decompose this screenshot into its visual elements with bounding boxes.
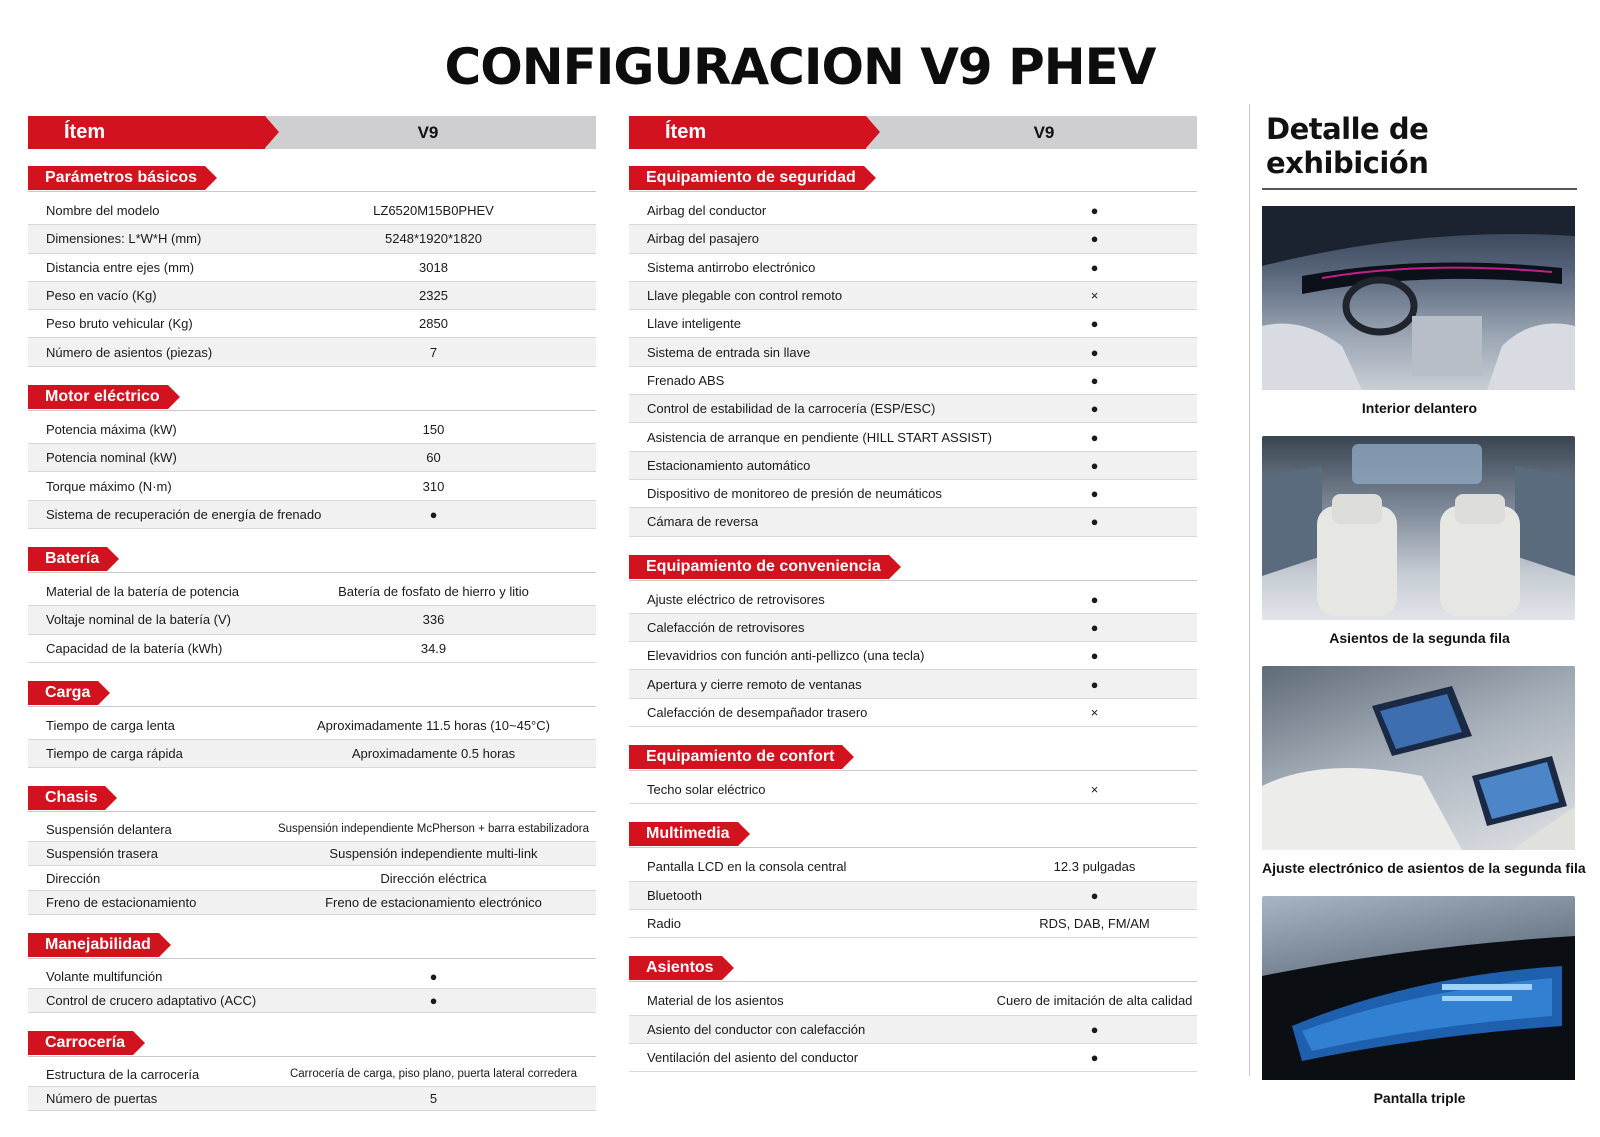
row-value: ● <box>1090 316 1099 332</box>
table-row <box>629 367 1197 395</box>
row-value: 60 <box>426 450 441 466</box>
table-row <box>28 416 596 444</box>
row-value: Dirección eléctrica <box>380 870 487 886</box>
table-row <box>629 508 1197 536</box>
table-row <box>28 310 596 338</box>
row-value: ● <box>1090 401 1099 417</box>
table-row <box>28 964 596 989</box>
table-row <box>629 642 1197 670</box>
row-label: Número de puertas <box>46 1091 158 1107</box>
row-label: Freno de estacionamiento <box>46 895 197 911</box>
row-label: Calefacción de retrovisores <box>647 620 805 635</box>
row-label: Número de asientos (piezas) <box>46 344 213 360</box>
row-value: Carrocería de carga, piso plano, puerta lateral corredera <box>289 1068 578 1081</box>
table-row <box>28 1087 596 1112</box>
table-row <box>629 1044 1197 1072</box>
table-row <box>28 866 596 891</box>
row-label: Peso en vacío (Kg) <box>46 288 157 304</box>
row-label: Voltaje nominal de la batería (V) <box>46 612 231 628</box>
section-title: Equipamiento de conveniencia <box>629 555 889 579</box>
table-row <box>28 989 596 1014</box>
row-label: Torque máximo (N·m) <box>46 478 172 494</box>
header-item-label: Ítem <box>665 121 707 143</box>
table-row <box>629 197 1197 225</box>
row-value: ● <box>1090 372 1099 388</box>
row-label: Sistema de recuperación de energía de frenado <box>46 506 322 522</box>
row-value: ● <box>1090 203 1099 219</box>
row-label: Material de los asientos <box>647 993 784 1009</box>
row-value: Aproximadamente 0.5 horas <box>351 746 516 762</box>
row-label: Airbag del conductor <box>647 203 767 219</box>
row-value: 5 <box>429 1091 438 1107</box>
section-title: Carrocería <box>28 1031 133 1055</box>
table-row <box>629 586 1197 614</box>
row-value: × <box>1090 288 1099 304</box>
section-title: Chasis <box>28 786 105 810</box>
table-row <box>629 853 1197 881</box>
table-row <box>28 635 596 663</box>
row-label: Dimensiones: L*W*H (mm) <box>46 231 202 247</box>
column-divider <box>1249 104 1250 1076</box>
header-item-label: Ítem <box>64 121 106 143</box>
row-label: Control de estabilidad de la carrocería (ESP/ESC) <box>647 401 936 417</box>
row-value: 3018 <box>419 259 448 275</box>
table-row <box>28 606 596 634</box>
table-row <box>28 338 596 366</box>
header-model-label: V9 <box>1033 123 1055 142</box>
table-row <box>629 1016 1197 1044</box>
row-value: × <box>1090 782 1099 798</box>
row-label: Potencia máxima (kW) <box>46 421 177 437</box>
row-value: 12.3 pulgadas <box>1053 859 1136 875</box>
row-value: × <box>1090 704 1099 720</box>
row-label: Asiento del conductor con calefacción <box>647 1021 866 1037</box>
header-model-label: V9 <box>417 123 439 142</box>
exhibition-gallery <box>1262 112 1586 1126</box>
table-row <box>28 817 596 842</box>
row-label: Tiempo de carga rápida <box>46 746 183 762</box>
table-row <box>629 225 1197 253</box>
row-value: ● <box>1090 1049 1099 1065</box>
table-row <box>28 501 596 529</box>
page-title: CONFIGURACION V9 PHEV <box>444 38 1156 96</box>
spec-column-left <box>28 116 596 1129</box>
table-row <box>28 282 596 310</box>
photo-caption: Pantalla triple <box>1373 1090 1466 1106</box>
row-label: Peso bruto vehicular (Kg) <box>46 316 193 332</box>
row-label: Material de la batería de potencia <box>46 584 239 600</box>
row-value: ● <box>1090 429 1099 445</box>
table-row <box>629 282 1197 310</box>
table-row <box>28 225 596 253</box>
row-label: Airbag del pasajero <box>647 231 760 247</box>
row-label: Elevavidrios con función anti-pellizco (una tecla) <box>647 648 925 664</box>
row-value: LZ6520M15B0PHEV <box>373 203 494 219</box>
table-row <box>28 254 596 282</box>
row-value: ● <box>1090 231 1099 247</box>
section-motor-electrico <box>28 385 596 529</box>
row-value: Batería de fosfato de hierro y litio <box>338 584 529 600</box>
section-title: Asientos <box>629 956 722 980</box>
table-row <box>629 480 1197 508</box>
row-label: Tiempo de carga lenta <box>46 718 175 733</box>
table-row <box>629 670 1197 698</box>
row-value: ● <box>1090 887 1099 903</box>
row-value: ● <box>1090 344 1099 360</box>
section-title: Carga <box>28 681 98 705</box>
gallery-title: Detalle de exhibición <box>1262 112 1577 190</box>
row-value: Freno de estacionamiento electrónico <box>325 895 542 911</box>
section-bateria <box>28 547 596 663</box>
row-label: Distancia entre ejes (mm) <box>46 259 195 275</box>
section-title: Equipamiento de seguridad <box>629 166 864 190</box>
row-value: ● <box>1090 591 1099 607</box>
row-value: ● <box>1090 514 1099 530</box>
row-value: 5248*1920*1820 <box>385 231 482 247</box>
section-carga <box>28 681 596 769</box>
row-value: ● <box>429 968 438 984</box>
table-row <box>629 423 1197 451</box>
table-row <box>28 197 596 225</box>
row-value: 150 <box>422 421 445 437</box>
row-label: Potencia nominal (kW) <box>46 450 177 466</box>
section-confort <box>629 745 1197 804</box>
row-label: Calefacción de desempañador trasero <box>647 704 868 720</box>
photo-seat-adjust <box>1262 666 1575 850</box>
row-value: ● <box>1090 620 1099 635</box>
section-conveniencia <box>629 555 1197 727</box>
table-row <box>28 740 596 768</box>
row-label: Estacionamiento automático <box>647 457 811 473</box>
row-label: Estructura de la carrocería <box>46 1066 200 1082</box>
table-row <box>629 910 1197 938</box>
row-label: Suspensión trasera <box>46 846 159 862</box>
table-row <box>28 444 596 472</box>
section-seguridad <box>629 166 1197 537</box>
row-label: Capacidad de la batería (kWh) <box>46 640 223 656</box>
table-row <box>629 452 1197 480</box>
table-row <box>629 310 1197 338</box>
section-title: Batería <box>28 547 107 571</box>
section-multimedia <box>629 822 1197 938</box>
section-title: Motor eléctrico <box>28 385 168 409</box>
photo-caption: Asientos de la segunda fila <box>1329 630 1510 646</box>
row-value: ● <box>1090 259 1099 275</box>
section-manejabilidad <box>28 933 596 1013</box>
row-value: RDS, DAB, FM/AM <box>1039 916 1150 932</box>
row-label: Suspensión delantera <box>46 821 172 837</box>
table-row <box>629 987 1197 1015</box>
table-row <box>629 338 1197 366</box>
row-label: Dispositivo de monitoreo de presión de neumáticos <box>647 486 942 502</box>
row-label: Ventilación del asiento del conductor <box>647 1049 859 1065</box>
table-row <box>28 472 596 500</box>
row-value: ● <box>1090 457 1099 473</box>
row-value: 7 <box>429 344 438 360</box>
section-parametros-basicos <box>28 166 596 367</box>
spec-column-right <box>629 116 1197 1090</box>
photo-caption: Interior delantero <box>1361 400 1478 416</box>
table-row <box>28 842 596 867</box>
row-value: ● <box>1090 1021 1099 1037</box>
table-row <box>629 882 1197 910</box>
table-row <box>629 699 1197 727</box>
header-item-tag <box>629 116 866 149</box>
row-label: Sistema antirrobo electrónico <box>647 259 816 275</box>
row-label: Sistema de entrada sin llave <box>647 344 811 360</box>
column-header <box>28 116 596 149</box>
row-value: 2325 <box>419 288 448 304</box>
row-label: Apertura y cierre remoto de ventanas <box>647 676 862 692</box>
section-title: Equipamiento de confort <box>629 745 842 769</box>
row-label: Pantalla LCD en la consola central <box>647 859 847 875</box>
photo-caption: Ajuste electrónico de asientos de la segunda fila <box>1262 860 1586 876</box>
section-asientos <box>629 956 1197 1072</box>
section-title: Multimedia <box>629 822 738 846</box>
row-label: Control de crucero adaptativo (ACC) <box>46 993 257 1009</box>
photo-triple-screen <box>1262 896 1575 1080</box>
row-value: Suspensión independiente multi-link <box>329 846 538 862</box>
photo-second-row-seats <box>1262 436 1575 620</box>
section-title: Parámetros básicos <box>28 166 205 190</box>
row-value: ● <box>429 506 438 522</box>
table-row <box>28 712 596 740</box>
table-row <box>28 891 596 916</box>
row-value: Aproximadamente 11.5 horas (10~45°C) <box>317 718 550 733</box>
column-header <box>629 116 1197 149</box>
table-row <box>629 614 1197 642</box>
row-value: ● <box>1090 676 1099 692</box>
row-label: Ajuste eléctrico de retrovisores <box>647 591 825 607</box>
table-row <box>28 578 596 606</box>
row-label: Llave inteligente <box>647 316 741 332</box>
row-label: Asistencia de arranque en pendiente (HILL START ASSIST) <box>647 429 992 445</box>
row-label: Techo solar eléctrico <box>647 782 766 798</box>
table-row <box>629 776 1197 804</box>
row-label: Radio <box>647 916 681 932</box>
row-label: Volante multifunción <box>46 968 163 984</box>
row-label: Bluetooth <box>647 887 702 903</box>
row-label: Cámara de reversa <box>647 514 759 530</box>
row-value: 336 <box>422 612 445 628</box>
row-label: Nombre del modelo <box>46 203 160 219</box>
row-value: ● <box>429 993 438 1009</box>
table-row <box>28 1062 596 1087</box>
table-row <box>629 254 1197 282</box>
section-carroceria <box>28 1031 596 1111</box>
photo-front-interior <box>1262 206 1575 390</box>
table-row <box>629 395 1197 423</box>
row-value: 310 <box>422 478 445 494</box>
row-value: ● <box>1090 648 1099 664</box>
section-title: Manejabilidad <box>28 933 159 957</box>
header-item-tag <box>28 116 265 149</box>
row-value: Suspensión independiente McPherson + barra estabilizadora <box>277 823 590 836</box>
row-value: 2850 <box>419 316 448 332</box>
row-value: Cuero de imitación de alta calidad <box>996 993 1193 1009</box>
row-label: Dirección <box>46 870 101 886</box>
row-value: 34.9 <box>420 640 447 656</box>
row-label: Llave plegable con control remoto <box>647 288 843 304</box>
row-value: ● <box>1090 486 1099 502</box>
row-label: Frenado ABS <box>647 372 725 388</box>
section-chasis <box>28 786 596 915</box>
